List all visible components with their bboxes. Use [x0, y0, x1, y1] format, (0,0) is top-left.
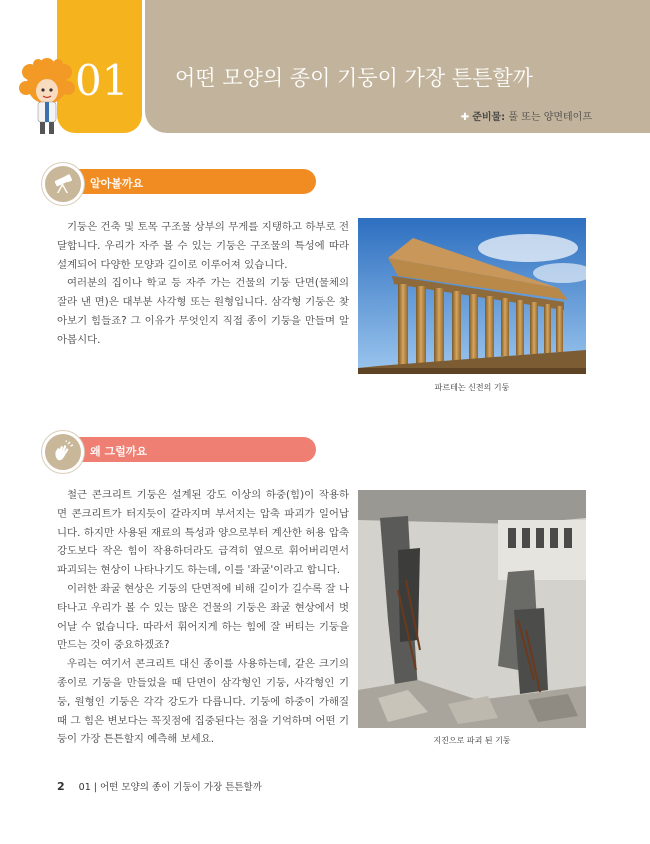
section-why-text — [57, 486, 349, 749]
section-heading-why: 왜 그럴까요 — [90, 445, 147, 458]
paragraph: 여러분의 집이나 학교 등 자주 가는 건물의 기둥 단면(물체의 잘라 낸 면)은 대부분 사각형 또는 원형입니다. 삼각형 기둥은 찾아보기 힘들죠? 그 이유가 무엇인지 직접 종이 기둥을 만들며 알아봅시다. — [57, 277, 349, 346]
mascot-illustration — [18, 58, 76, 138]
photo-caption-parthenon: 파르테논 신전의 기둥 — [434, 383, 510, 392]
page-title: 어떤 모양의 종이 기둥이 가장 튼튼할까 — [175, 66, 533, 90]
plus-icon: ✚ — [460, 112, 470, 123]
paragraph: 기둥은 건축 및 토목 구조물 상부의 무게를 지탱하고 하부로 전달합니다. 우리가 자주 볼 수 있는 기둥은 구조물의 특성에 따라 설계되어 다양한 모양과 길이로 이루어져 있습니다. — [57, 221, 349, 271]
materials-label: 준비물: — [472, 112, 506, 123]
footer-running-title: 01 | 어떤 모양의 종이 기둥이 가장 튼튼할까 — [78, 782, 262, 793]
earthquake-column-photo — [358, 490, 586, 728]
photo-caption-earthquake: 지진으로 파괴 된 기둥 — [433, 736, 511, 745]
parthenon-photo — [358, 218, 586, 374]
paragraph: 이러한 좌굴 현상은 기둥의 단면적에 비해 길이가 길수록 잘 나타나고 우리가 볼 수 있는 많은 건물의 기둥은 좌굴 현상에서 벗어날 수 없습니다. 따라서 휘어지게 하는 힘에 잘 버티는 기둥을 만드는 것이 중요하겠죠? — [57, 582, 349, 652]
paragraph: 철근 콘크리트 기둥은 설계된 강도 이상의 하중(힘)이 작용하면 콘크리트가 터지듯이 갈라지며 부서지는 압축 파괴가 일어납니다. 하지만 사용된 재료의 특성과 양으로부터 계산한 허용 압축 강도보다 작은 힘이 작용하더라도 급격히 옆으로 휘어버리면서 파괴되는 현상이 나타나기도 하는데, 이를 '좌굴'이라고 합니다. — [57, 489, 349, 577]
page-footer — [57, 779, 262, 793]
chapter-number: 01 — [75, 56, 129, 105]
page-number: 2 — [57, 780, 65, 793]
paragraph: 우리는 여기서 콘크리트 대신 종이를 사용하는데, 같은 크기의 종이로 기둥을 만들었을 때 단면이 삼각형인 기둥, 사각형인 기둥, 원형인 기둥은 각각 강도가 다릅니다. 기둥에 하중이 가해질 때 그 힘은 변보다는 꼭짓점에 집중된다는 점을 기억하며 어떤 기둥이 가장 튼튼할지 예측해 보세요. — [57, 658, 349, 746]
materials-items: 풀 또는 양면테이프 — [508, 112, 592, 123]
section-explore-text — [57, 218, 349, 350]
materials-line — [461, 108, 592, 123]
telescope-icon — [42, 163, 84, 205]
section-heading-explore: 알아볼까요 — [90, 177, 144, 190]
hand-gesture-icon — [42, 431, 84, 473]
